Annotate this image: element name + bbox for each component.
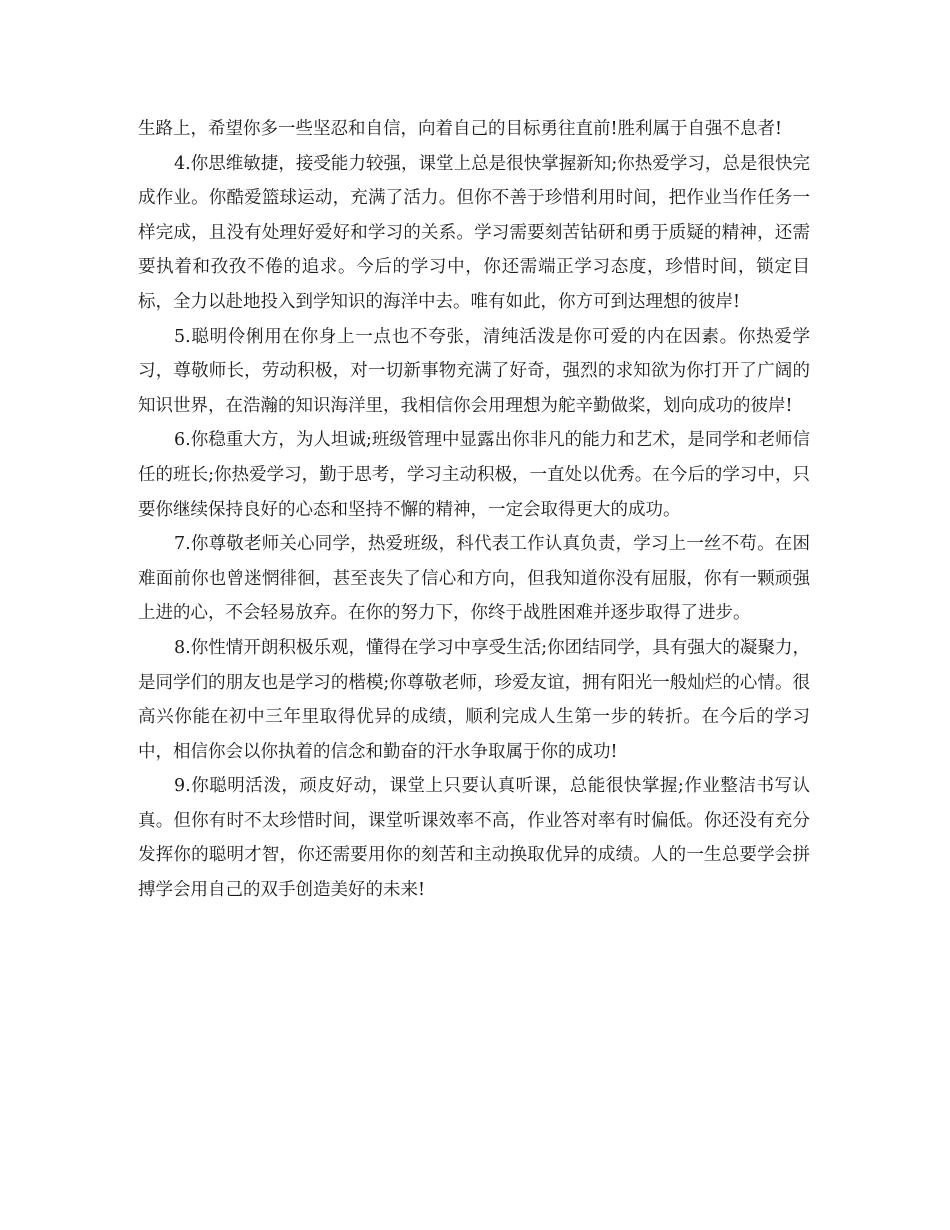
paragraph-comment-4: 4.你思维敏捷，接受能力较强，课堂上总是很快掌握新知;你热爱学习，总是很快完成作业。你酷爱篮球运动，充满了活力。但你不善于珍惜利用时间，把作业当作任务一样完成，且没有处理好爱好和学习的关系。学习需要刻苦钻研和勇于质疑的精神，还需要执着和孜孜不倦的追求。今后的学习中，你还需端正学习态度，珍惜时间，锁定目标，全力以赴地投入到学知识的海洋中去。唯有如此，你方可到达理想的彼岸! [138, 153, 810, 312]
paragraph-comment-5: 5.聪明伶俐用在你身上一点也不夸张，清纯活泼是你可爱的内在因素。你热爱学习，尊敬师长，劳动积极，对一切新事物充满了好奇，强烈的求知欲为你打开了广阔的知识世界，在浩瀚的知识海洋里，我相信你会用理想为舵辛勤做桨，划向成功的彼岸! [138, 326, 810, 416]
paragraph-continuation: 生路上，希望你多一些坚忍和自信，向着自己的目标勇往直前!胜利属于自强不息者! [138, 119, 783, 139]
paragraph-comment-6: 6.你稳重大方，为人坦诚;班级管理中显露出你非凡的能力和艺术，是同学和老师信任的班长;你热爱学习，勤于思考，学习主动积极，一直处以优秀。在今后的学习中，只要你继续保持良好的心态和坚持不懈的精神，一定会取得更大的成功。 [138, 430, 810, 520]
document-body [138, 112, 810, 908]
paragraph-comment-9: 9.你聪明活泼，顽皮好动，课堂上只要认真听课，总能很快掌握;作业整洁书写认真。但你有时不太珍惜时间，课堂听课效率不高，作业答对率有时偏低。你还没有充分发挥你的聪明才智，你还需要用你的刻苦和主动换取优异的成绩。人的一生总要学会拼搏学会用自己的双手创造美好的未来! [138, 776, 810, 901]
paragraph-comment-7: 7.你尊敬老师关心同学，热爱班级，科代表工作认真负责，学习上一丝不苟。在困难面前你也曾迷惘徘徊，甚至丧失了信心和方向，但我知道你没有屈服，你有一颗顽强上进的心，不会轻易放弃。在你的努力下，你终于战胜困难并逐步取得了进步。 [138, 534, 810, 624]
paragraph-comment-8: 8.你性情开朗积极乐观，懂得在学习中享受生活;你团结同学，具有强大的凝聚力，是同学们的朋友也是学习的楷模;你尊敬老师，珍爱友谊，拥有阳光一般灿烂的心情。很高兴你能在初中三年里取得优异的成绩，顺利完成人生第一步的转折。在今后的学习中，相信你会以你执着的信念和勤奋的汗水争取属于你的成功! [138, 637, 810, 762]
